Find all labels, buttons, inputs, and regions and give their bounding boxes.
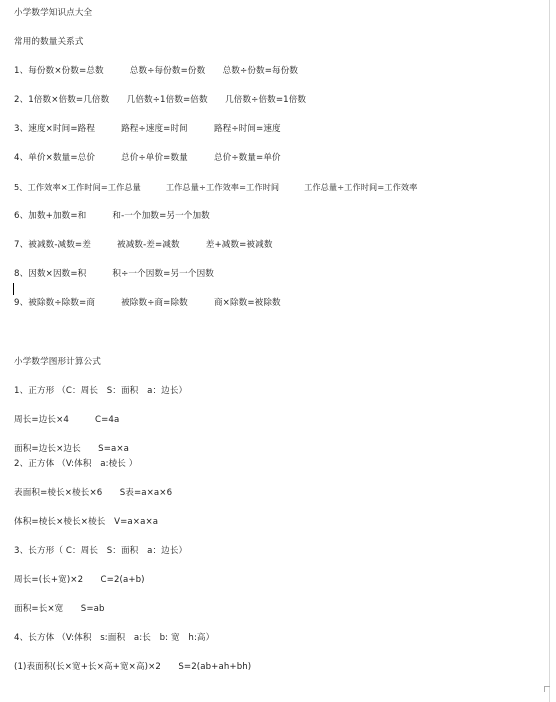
page-corner-mark bbox=[544, 686, 554, 696]
formula-line: 面积=边长×边长 S=a×a bbox=[14, 444, 130, 454]
formula-line: 4、单价×数量=总价 总价÷单价=数量 总价÷数量=单价 bbox=[14, 153, 281, 163]
formula-line: 周长=(长+宽)×2 C=2(a+b) bbox=[14, 575, 145, 585]
formula-line: 体积=棱长×棱长×棱长 V=a×a×a bbox=[14, 517, 159, 527]
formula-line: 2、1倍数×倍数=几倍数 几倍数÷1倍数=倍数 几倍数÷倍数=1倍数 bbox=[14, 95, 307, 105]
page-edge-divider bbox=[549, 0, 550, 702]
formula-line: 表面积=棱长×棱长×6 S表=a×a×6 bbox=[14, 488, 173, 498]
formula-line: 7、被减数-减数=差 被减数-差=减数 差+减数=被减数 bbox=[14, 240, 273, 250]
formula-line: 8、因数×因数=积 积÷一个因数=另一个因数 bbox=[14, 269, 214, 279]
section-heading: 小学数学图形计算公式 bbox=[14, 357, 101, 367]
formula-line: 面积=长×宽 S=ab bbox=[14, 604, 105, 614]
formula-line: 6、加数+加数=和 和-一个加数=另一个加数 bbox=[14, 211, 210, 221]
formula-line: 9、被除数÷除数=商 被除数÷商=除数 商×除数=被除数 bbox=[14, 298, 281, 308]
formula-line: 1、每份数×份数=总数 总数÷每份数=份数 总数÷份数=每份数 bbox=[14, 66, 299, 76]
formula-line: (1)表面积(长×宽+长×高+宽×高)×2 S=2(ab+ah+bh) bbox=[14, 662, 252, 672]
formula-line: 4、长方体 （V:体积 s:面积 a:长 b: 宽 h:高） bbox=[14, 633, 215, 643]
section-heading: 常用的数量关系式 bbox=[14, 37, 84, 47]
formula-line: 3、长方形（ C：周长 S：面积 a：边长） bbox=[14, 546, 188, 556]
formula-line: 3、速度×时间=路程 路程÷速度=时间 路程÷时间=速度 bbox=[14, 124, 281, 134]
formula-line: 2、正方体 （V:体积 a:棱长 ） bbox=[14, 459, 138, 469]
doc-title: 小学数学知识点大全 bbox=[14, 8, 93, 18]
text-cursor bbox=[13, 283, 14, 295]
formula-line: 5、工作效率×工作时间=工作总量 工作总量÷工作效率=工作时间 工作总量÷工作时间=工作效率 bbox=[14, 182, 418, 192]
formula-line: 周长=边长×4 C=4a bbox=[14, 415, 120, 425]
formula-line: 1、正方形 （C：周长 S：面积 a：边长） bbox=[14, 386, 188, 396]
